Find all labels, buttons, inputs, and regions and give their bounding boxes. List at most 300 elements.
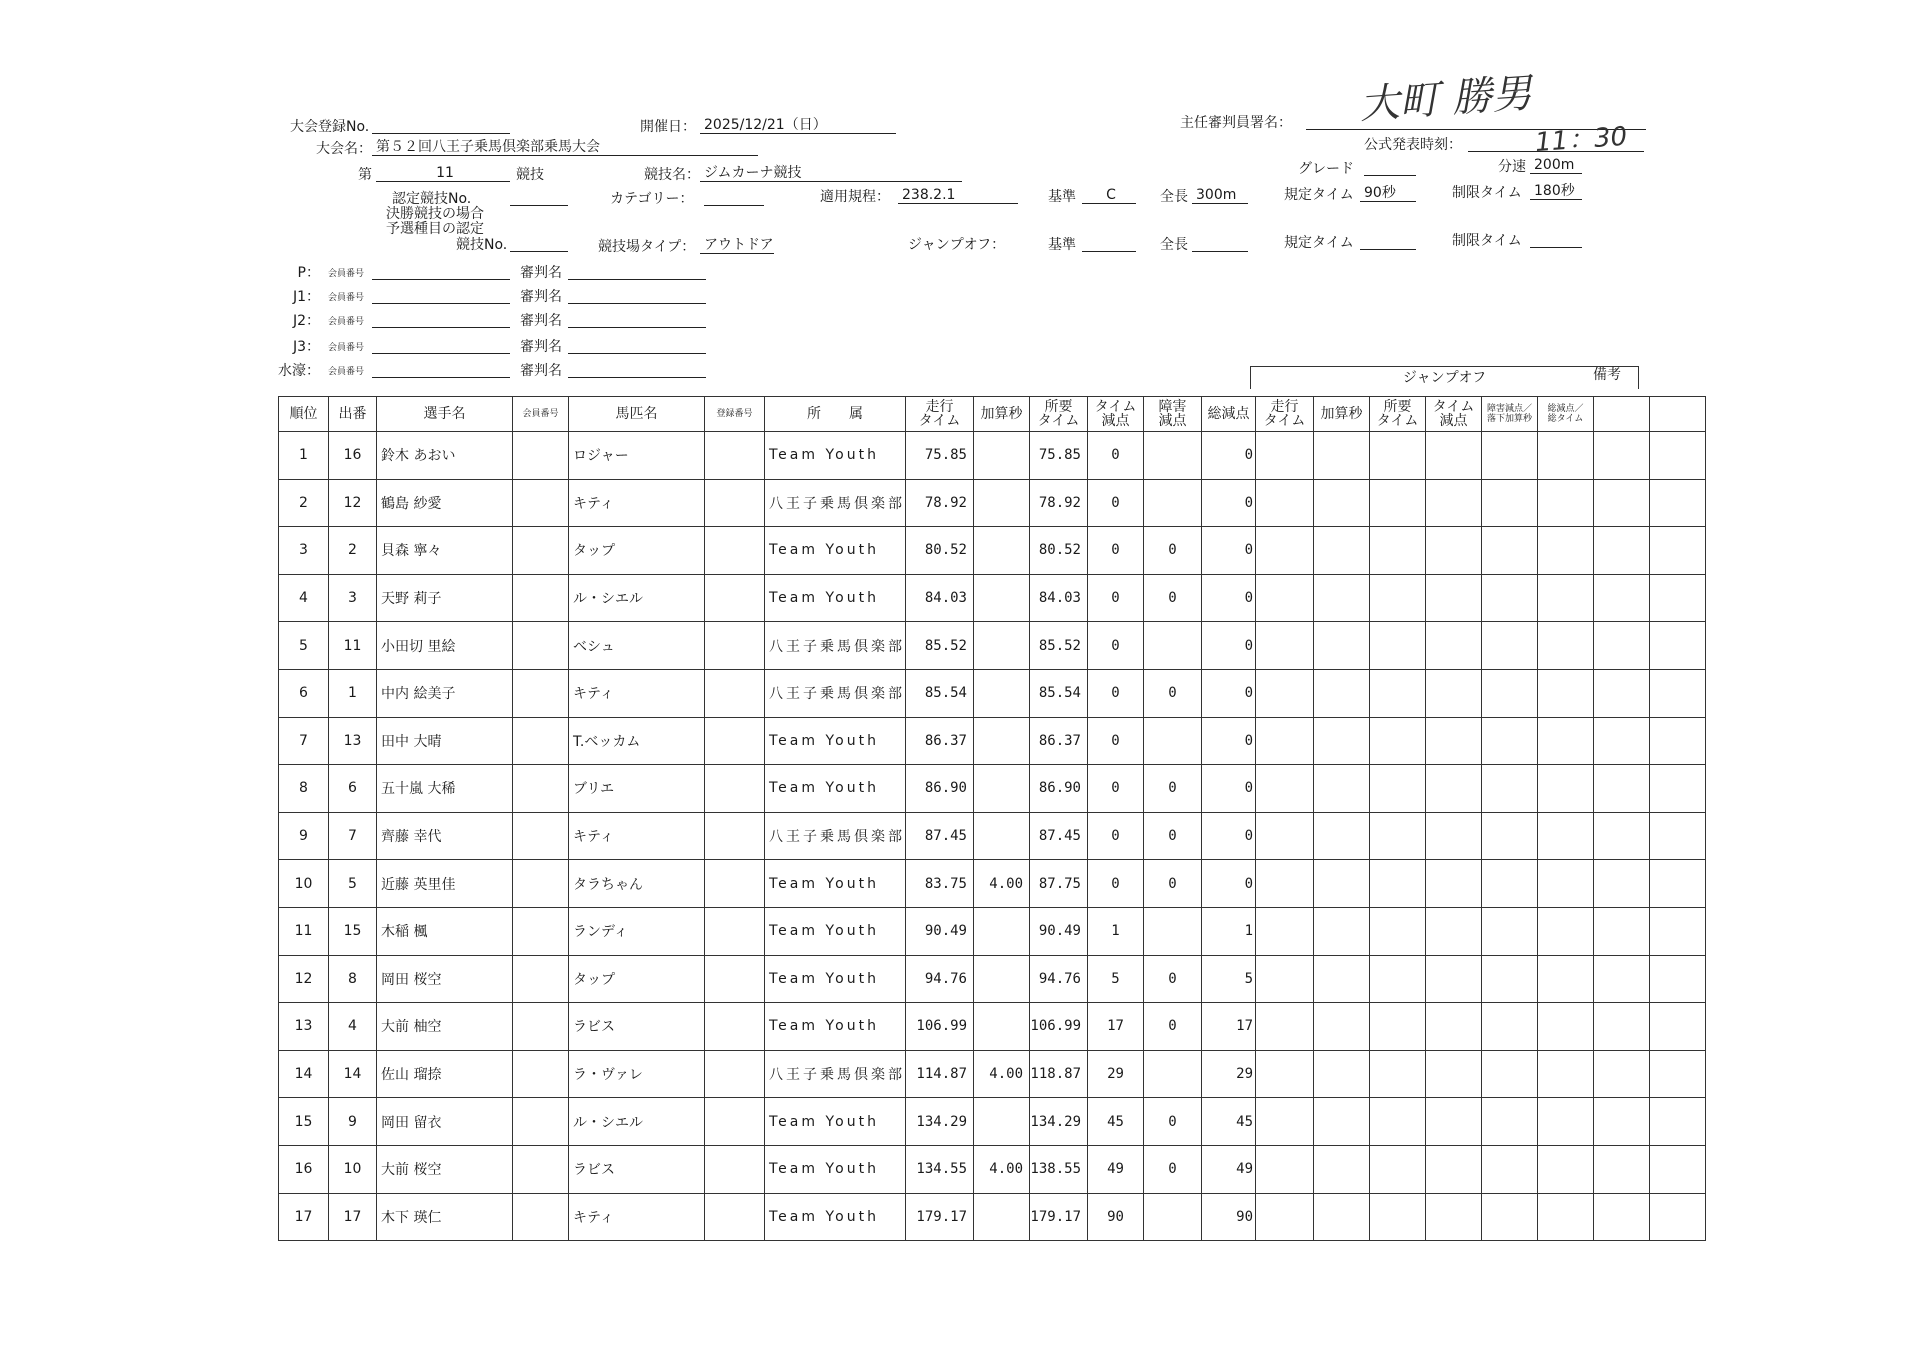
jumpoff-empty-cell[interactable] [1538, 717, 1594, 765]
official-role: J1： [292, 289, 320, 305]
jumpoff-empty-cell[interactable] [1426, 1098, 1482, 1146]
jumpoff-empty-cell[interactable] [1314, 622, 1370, 670]
official-judge-label: 審判名 [520, 265, 562, 281]
obs-pen-cell: 0 [1144, 955, 1202, 1003]
rider-cell: 貝森 寧々 [377, 527, 513, 575]
added-cell [974, 955, 1030, 1003]
affiliation-cell: Team Youth [765, 1003, 906, 1051]
official-judge-field[interactable] [568, 310, 706, 328]
jumpoff-empty-cell[interactable] [1650, 669, 1706, 717]
jumpoff-empty-cell[interactable] [1256, 1098, 1314, 1146]
bib-cell: 1 [329, 669, 377, 717]
jumpoff-empty-cell[interactable] [1594, 432, 1650, 480]
jumpoff-empty-cell[interactable] [1314, 812, 1370, 860]
jumpoff-empty-cell[interactable] [1538, 907, 1594, 955]
final-note-1: 決勝競技の場合 [386, 206, 484, 222]
jumpoff-empty-cell[interactable] [1482, 907, 1538, 955]
run-time-l1: 走行 [925, 399, 954, 415]
req-time-cell: 80.52 [1030, 527, 1088, 575]
obs-pen-cell: 0 [1144, 1145, 1202, 1193]
run-time-cell: 134.55 [906, 1145, 974, 1193]
jumpoff-empty-cell[interactable] [1426, 1193, 1482, 1241]
rank-cell: 2 [279, 479, 329, 527]
added-cell: 4.00 [974, 860, 1030, 908]
jumpoff-empty-cell[interactable] [1482, 479, 1538, 527]
run-time-cell: 85.54 [906, 669, 974, 717]
jumpoff-empty-cell[interactable] [1256, 574, 1314, 622]
jumpoff-empty-cell[interactable] [1650, 432, 1706, 480]
added-cell: 4.00 [974, 1145, 1030, 1193]
jumpoff-empty-cell[interactable] [1594, 479, 1650, 527]
jumpoff-empty-cell[interactable] [1314, 669, 1370, 717]
final-note-3: 競技No. [456, 237, 508, 253]
comp-name-value: ジムカーナ競技 [700, 164, 962, 182]
jo-req-l1: 所要 [1383, 399, 1412, 415]
run-time-cell: 114.87 [906, 1050, 974, 1098]
official-member-field[interactable] [372, 310, 510, 328]
jumpoff-empty-cell[interactable] [1370, 765, 1426, 813]
obs-pen-cell [1144, 1193, 1202, 1241]
time-allowed-value: 90秒 [1360, 184, 1416, 202]
official-member-field[interactable] [372, 262, 510, 280]
official-member-label: 会員番号 [328, 269, 365, 279]
jo-tpen-l2: 減点 [1439, 413, 1468, 429]
run-time-cell: 90.49 [906, 907, 974, 955]
req-time-cell: 75.85 [1030, 432, 1088, 480]
reg-no-cell [705, 955, 765, 1003]
req-time-cell: 85.54 [1030, 669, 1088, 717]
rider-cell: 大前 桜空 [377, 1145, 513, 1193]
jumpoff-empty-cell[interactable] [1538, 669, 1594, 717]
run-time-cell: 84.03 [906, 574, 974, 622]
time-pen-cell: 0 [1088, 479, 1144, 527]
jumpoff-empty-cell[interactable] [1370, 717, 1426, 765]
rank-cell: 10 [279, 860, 329, 908]
jumpoff-empty-cell[interactable] [1594, 1050, 1650, 1098]
rank-cell: 15 [279, 1098, 329, 1146]
affiliation-cell: Team Youth [765, 1193, 906, 1241]
jumpoff-empty-cell[interactable] [1370, 907, 1426, 955]
run-time-cell: 86.90 [906, 765, 974, 813]
jo-standard-field[interactable] [1082, 234, 1136, 252]
req-time-cell: 87.75 [1030, 860, 1088, 908]
affiliation-cell: Team Youth [765, 955, 906, 1003]
jumpoff-empty-cell[interactable] [1256, 1050, 1314, 1098]
table-row [279, 574, 1706, 622]
table-row [279, 717, 1706, 765]
member-no-cell [513, 860, 569, 908]
jumpoff-empty-cell[interactable] [1538, 479, 1594, 527]
obs-pen-cell [1144, 1050, 1202, 1098]
total-cell: 0 [1202, 527, 1256, 575]
jumpoff-empty-cell[interactable] [1482, 1003, 1538, 1051]
obs-pen-cell: 0 [1144, 527, 1202, 575]
jumpoff-empty-cell[interactable] [1314, 907, 1370, 955]
jumpoff-empty-cell[interactable] [1538, 1145, 1594, 1193]
jumpoff-empty-cell[interactable] [1650, 1050, 1706, 1098]
jumpoff-empty-cell[interactable] [1650, 574, 1706, 622]
jumpoff-empty-cell[interactable] [1426, 907, 1482, 955]
total-cell: 90 [1202, 1193, 1256, 1241]
added-cell [974, 574, 1030, 622]
jumpoff-empty-cell[interactable] [1370, 527, 1426, 575]
obs-pen-cell [1144, 717, 1202, 765]
rider-cell: 齊藤 幸代 [377, 812, 513, 860]
horse-cell: キティ [569, 669, 705, 717]
time-limit-label: 制限タイム [1452, 185, 1522, 201]
jumpoff-empty-cell[interactable] [1370, 1145, 1426, 1193]
jumpoff-empty-cell[interactable] [1314, 1145, 1370, 1193]
jo-length-field[interactable] [1192, 234, 1248, 252]
jumpoff-empty-cell[interactable] [1538, 955, 1594, 1003]
final-note-2: 予選種目の認定 [386, 221, 484, 237]
official-judge-field[interactable] [568, 262, 706, 280]
jumpoff-empty-cell[interactable] [1426, 765, 1482, 813]
jumpoff-empty-cell[interactable] [1426, 669, 1482, 717]
jumpoff-empty-cell[interactable] [1314, 1050, 1370, 1098]
category-label: カテゴリー： [610, 191, 694, 207]
col-rider: 選手名 [377, 397, 513, 432]
jumpoff-empty-cell[interactable] [1650, 1145, 1706, 1193]
official-member-field[interactable] [372, 336, 510, 354]
jumpoff-empty-cell[interactable] [1538, 860, 1594, 908]
jumpoff-empty-cell[interactable] [1650, 765, 1706, 813]
jumpoff-empty-cell[interactable] [1650, 955, 1706, 1003]
jumpoff-empty-cell[interactable] [1426, 955, 1482, 1003]
jumpoff-empty-cell[interactable] [1426, 479, 1482, 527]
jo-time-allowed-field[interactable] [1360, 232, 1416, 250]
jumpoff-empty-cell[interactable] [1426, 812, 1482, 860]
col-member-no: 会員番号 [513, 397, 569, 432]
jumpoff-empty-cell[interactable] [1538, 527, 1594, 575]
jumpoff-empty-cell[interactable] [1426, 622, 1482, 670]
jumpoff-empty-cell[interactable] [1538, 1193, 1594, 1241]
affiliation-cell: 八王子乗馬倶楽部 [765, 622, 906, 670]
jumpoff-empty-cell[interactable] [1426, 432, 1482, 480]
jumpoff-empty-cell[interactable] [1256, 812, 1314, 860]
rider-cell: 鈴木 あおい [377, 432, 513, 480]
bib-cell: 5 [329, 860, 377, 908]
official-judge-field[interactable] [568, 336, 706, 354]
affiliation-cell: Team Youth [765, 765, 906, 813]
jo-obs-l2: 落下加算秒 [1486, 414, 1532, 424]
official-judge-field[interactable] [568, 286, 706, 304]
jumpoff-empty-cell[interactable] [1650, 527, 1706, 575]
jumpoff-empty-cell[interactable] [1426, 1003, 1482, 1051]
jumpoff-empty-cell[interactable] [1256, 907, 1314, 955]
jumpoff-empty-cell[interactable] [1370, 432, 1426, 480]
time-pen-l1: タイム [1094, 399, 1137, 415]
run-time-cell: 94.76 [906, 955, 974, 1003]
jumpoff-empty-cell[interactable] [1650, 1193, 1706, 1241]
jumpoff-empty-cell[interactable] [1538, 1050, 1594, 1098]
jo-length-label: 全長 [1160, 237, 1188, 253]
jumpoff-empty-cell[interactable] [1370, 955, 1426, 1003]
jumpoff-empty-cell[interactable] [1256, 1193, 1314, 1241]
affiliation-cell: 八王子乗馬倶楽部 [765, 479, 906, 527]
req-time-cell: 90.49 [1030, 907, 1088, 955]
affiliation-cell: Team Youth [765, 1098, 906, 1146]
obs-pen-l1: 障害 [1158, 399, 1187, 415]
reg-no-cell [705, 432, 765, 480]
jumpoff-empty-cell[interactable] [1256, 479, 1314, 527]
total-cell: 49 [1202, 1145, 1256, 1193]
run-time-cell: 83.75 [906, 860, 974, 908]
jumpoff-empty-cell[interactable] [1370, 1003, 1426, 1051]
official-role: P： [297, 265, 320, 281]
jumpoff-empty-cell[interactable] [1594, 622, 1650, 670]
jumpoff-empty-cell[interactable] [1256, 1003, 1314, 1051]
jumpoff-empty-cell[interactable] [1594, 812, 1650, 860]
remarks-title: 備考 [1593, 367, 1621, 383]
jumpoff-empty-cell[interactable] [1650, 1098, 1706, 1146]
member-no-cell [513, 1003, 569, 1051]
rank-cell: 6 [279, 669, 329, 717]
horse-cell: ベシュ [569, 622, 705, 670]
jumpoff-empty-cell[interactable] [1370, 1098, 1426, 1146]
jumpoff-empty-cell[interactable] [1482, 669, 1538, 717]
added-cell [974, 812, 1030, 860]
jumpoff-empty-cell[interactable] [1594, 955, 1650, 1003]
rider-cell: 田中 大晴 [377, 717, 513, 765]
jumpoff-empty-cell[interactable] [1314, 432, 1370, 480]
member-no-cell [513, 717, 569, 765]
col-req-time [1030, 397, 1088, 432]
jumpoff-empty-cell[interactable] [1650, 717, 1706, 765]
grade-field[interactable] [1364, 158, 1416, 176]
member-no-cell [513, 955, 569, 1003]
run-time-cell: 80.52 [906, 527, 974, 575]
horse-cell: ブリエ [569, 765, 705, 813]
added-cell: 4.00 [974, 1050, 1030, 1098]
official-member-field[interactable] [372, 360, 510, 378]
jumpoff-empty-cell[interactable] [1426, 1050, 1482, 1098]
rider-cell: 小田切 里絵 [377, 622, 513, 670]
member-no-cell [513, 622, 569, 670]
jumpoff-empty-cell[interactable] [1314, 527, 1370, 575]
reg-no-field[interactable] [372, 116, 510, 134]
jumpoff-empty-cell[interactable] [1538, 765, 1594, 813]
cert-field[interactable] [510, 188, 568, 206]
rank-cell: 17 [279, 1193, 329, 1241]
jumpoff-empty-cell[interactable] [1314, 1098, 1370, 1146]
total-cell: 0 [1202, 669, 1256, 717]
horse-cell: ル・シエル [569, 574, 705, 622]
rank-cell: 7 [279, 717, 329, 765]
jumpoff-empty-cell[interactable] [1482, 717, 1538, 765]
jumpoff-empty-cell[interactable] [1256, 955, 1314, 1003]
obs-pen-cell: 0 [1144, 1098, 1202, 1146]
jumpoff-empty-cell[interactable] [1370, 622, 1426, 670]
official-member-field[interactable] [372, 286, 510, 304]
reg-no-cell [705, 1098, 765, 1146]
jumpoff-empty-cell[interactable] [1314, 860, 1370, 908]
jumpoff-empty-cell[interactable] [1482, 1050, 1538, 1098]
jumpoff-empty-cell[interactable] [1650, 860, 1706, 908]
jumpoff-empty-cell[interactable] [1256, 432, 1314, 480]
official-member-label: 会員番号 [328, 293, 365, 303]
jumpoff-empty-cell[interactable] [1650, 622, 1706, 670]
obs-pen-cell [1144, 479, 1202, 527]
time-pen-cell: 0 [1088, 574, 1144, 622]
time-allowed-label: 規定タイム [1284, 187, 1354, 203]
table-header-row [279, 397, 1706, 432]
bib-cell: 2 [329, 527, 377, 575]
rider-cell: 天野 莉子 [377, 574, 513, 622]
jumpoff-empty-cell[interactable] [1314, 479, 1370, 527]
official-judge-label: 審判名 [520, 363, 562, 379]
jumpoff-empty-cell[interactable] [1314, 1003, 1370, 1051]
jumpoff-empty-cell[interactable] [1482, 527, 1538, 575]
jumpoff-empty-cell[interactable] [1594, 1193, 1650, 1241]
jumpoff-empty-cell[interactable] [1426, 717, 1482, 765]
run-time-cell: 106.99 [906, 1003, 974, 1051]
jumpoff-empty-cell[interactable] [1314, 765, 1370, 813]
total-cell: 0 [1202, 860, 1256, 908]
jumpoff-empty-cell[interactable] [1594, 717, 1650, 765]
jumpoff-empty-cell[interactable] [1314, 717, 1370, 765]
rider-cell: 佐山 瑠捺 [377, 1050, 513, 1098]
jumpoff-empty-cell[interactable] [1538, 574, 1594, 622]
bib-cell: 10 [329, 1145, 377, 1193]
jumpoff-empty-cell[interactable] [1256, 765, 1314, 813]
col-horse: 馬匹名 [569, 397, 705, 432]
chief-judge-label: 主任審判員署名： [1180, 115, 1292, 131]
jumpoff-empty-cell[interactable] [1370, 574, 1426, 622]
time-pen-cell: 5 [1088, 955, 1144, 1003]
jumpoff-empty-cell[interactable] [1370, 669, 1426, 717]
jumpoff-empty-cell[interactable] [1482, 955, 1538, 1003]
jumpoff-empty-cell[interactable] [1594, 1145, 1650, 1193]
official-judge-field[interactable] [568, 360, 706, 378]
final-cert-field[interactable] [510, 234, 568, 252]
time-pen-cell: 0 [1088, 622, 1144, 670]
member-no-cell [513, 1145, 569, 1193]
jumpoff-empty-cell[interactable] [1538, 622, 1594, 670]
jumpoff-empty-cell[interactable] [1426, 1145, 1482, 1193]
jumpoff-empty-cell[interactable] [1314, 1193, 1370, 1241]
results-table [278, 396, 1706, 1241]
total-cell: 17 [1202, 1003, 1256, 1051]
reg-no-cell [705, 1193, 765, 1241]
reg-no-cell [705, 1003, 765, 1051]
jumpoff-empty-cell[interactable] [1482, 622, 1538, 670]
jumpoff-empty-cell[interactable] [1482, 812, 1538, 860]
jumpoff-empty-cell[interactable] [1314, 574, 1370, 622]
jumpoff-empty-cell[interactable] [1370, 479, 1426, 527]
time-pen-cell: 0 [1088, 669, 1144, 717]
member-no-cell [513, 479, 569, 527]
added-cell [974, 717, 1030, 765]
jumpoff-empty-cell[interactable] [1482, 860, 1538, 908]
run-time-cell: 87.45 [906, 812, 974, 860]
bib-cell: 17 [329, 1193, 377, 1241]
time-pen-cell: 17 [1088, 1003, 1144, 1051]
jumpoff-empty-cell[interactable] [1426, 574, 1482, 622]
table-row [279, 1193, 1706, 1241]
time-pen-cell: 49 [1088, 1145, 1144, 1193]
rider-cell: 岡田 留衣 [377, 1098, 513, 1146]
jumpoff-empty-cell[interactable] [1650, 1003, 1706, 1051]
reg-no-cell [705, 574, 765, 622]
jumpoff-empty-cell[interactable] [1256, 717, 1314, 765]
jumpoff-empty-cell[interactable] [1482, 432, 1538, 480]
jumpoff-empty-cell[interactable] [1426, 860, 1482, 908]
jumpoff-empty-cell[interactable] [1482, 574, 1538, 622]
added-cell [974, 1098, 1030, 1146]
jumpoff-empty-cell[interactable] [1594, 765, 1650, 813]
round-suffix: 競技 [516, 167, 544, 183]
jumpoff-empty-cell[interactable] [1594, 1098, 1650, 1146]
jumpoff-empty-cell[interactable] [1538, 812, 1594, 860]
jumpoff-empty-cell[interactable] [1594, 669, 1650, 717]
jumpoff-empty-cell[interactable] [1314, 955, 1370, 1003]
req-time-cell: 106.99 [1030, 1003, 1088, 1051]
jumpoff-empty-cell[interactable] [1650, 907, 1706, 955]
jumpoff-empty-cell[interactable] [1256, 860, 1314, 908]
category-field[interactable] [704, 188, 764, 206]
jumpoff-empty-cell[interactable] [1370, 1193, 1426, 1241]
req-time-cell: 84.03 [1030, 574, 1088, 622]
bib-cell: 15 [329, 907, 377, 955]
bib-cell: 9 [329, 1098, 377, 1146]
jumpoff-empty-cell[interactable] [1594, 1003, 1650, 1051]
horse-cell: ロジャー [569, 432, 705, 480]
jumpoff-empty-cell[interactable] [1538, 1098, 1594, 1146]
signature-text: 大町 勝男 [1357, 70, 1534, 129]
jumpoff-empty-cell[interactable] [1256, 1145, 1314, 1193]
jumpoff-empty-cell[interactable] [1370, 1050, 1426, 1098]
jumpoff-empty-cell[interactable] [1256, 527, 1314, 575]
jo-time-limit-field[interactable] [1530, 230, 1582, 248]
jumpoff-empty-cell[interactable] [1594, 907, 1650, 955]
total-cell: 0 [1202, 717, 1256, 765]
jumpoff-empty-cell[interactable] [1482, 1098, 1538, 1146]
total-cell: 29 [1202, 1050, 1256, 1098]
jumpoff-empty-cell[interactable] [1256, 669, 1314, 717]
jumpoff-empty-cell[interactable] [1426, 527, 1482, 575]
member-no-cell [513, 907, 569, 955]
jumpoff-empty-cell[interactable] [1650, 479, 1706, 527]
req-time-cell: 86.37 [1030, 717, 1088, 765]
time-pen-cell: 90 [1088, 1193, 1144, 1241]
horse-cell: ル・シエル [569, 1098, 705, 1146]
run-time-cell: 85.52 [906, 622, 974, 670]
col-jo-req [1370, 397, 1426, 432]
jumpoff-empty-cell[interactable] [1650, 812, 1706, 860]
req-time-l1: 所要 [1044, 399, 1073, 415]
jumpoff-empty-cell[interactable] [1482, 1193, 1538, 1241]
jumpoff-empty-cell[interactable] [1594, 860, 1650, 908]
jumpoff-empty-cell[interactable] [1370, 812, 1426, 860]
bib-cell: 14 [329, 1050, 377, 1098]
jumpoff-empty-cell[interactable] [1538, 1003, 1594, 1051]
jumpoff-empty-cell[interactable] [1370, 860, 1426, 908]
rank-cell: 12 [279, 955, 329, 1003]
jumpoff-empty-cell[interactable] [1594, 527, 1650, 575]
affiliation-cell: Team Youth [765, 432, 906, 480]
jumpoff-empty-cell[interactable] [1482, 1145, 1538, 1193]
jumpoff-empty-cell[interactable] [1594, 574, 1650, 622]
jumpoff-empty-cell[interactable] [1538, 432, 1594, 480]
jumpoff-empty-cell[interactable] [1482, 765, 1538, 813]
total-cell: 0 [1202, 812, 1256, 860]
results-body [279, 432, 1706, 1241]
jumpoff-empty-cell[interactable] [1256, 622, 1314, 670]
speed-label: 分速 [1498, 159, 1526, 175]
time-pen-cell: 0 [1088, 765, 1144, 813]
run-time-cell: 75.85 [906, 432, 974, 480]
